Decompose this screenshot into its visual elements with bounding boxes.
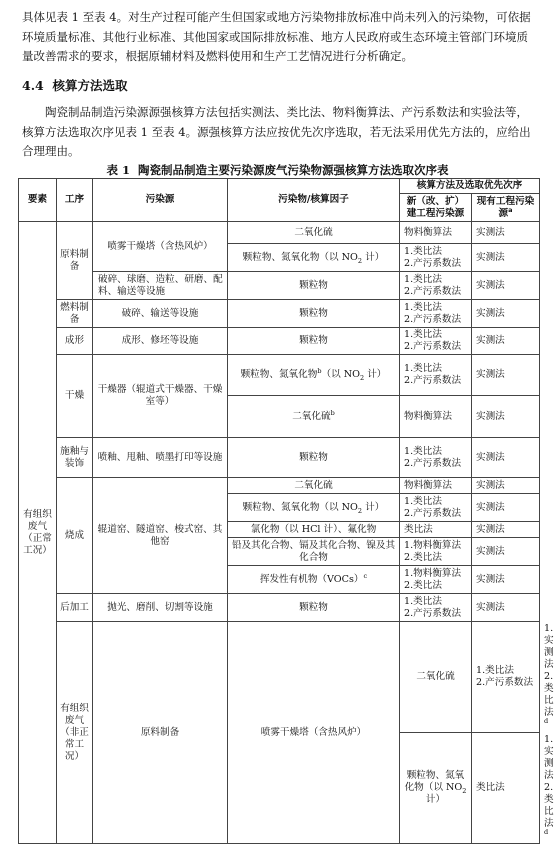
table-caption <box>0 162 555 178</box>
source-crushing: 破碎、球磨、造粒、研磨、配料、输送等设施 <box>93 272 228 300</box>
source-dryer: 干燥器（辊道式干燥器、干燥室等） <box>93 355 228 438</box>
source-spray-tower: 喷雾干燥塔（含热风炉） <box>93 222 228 272</box>
method-existing: 实测法 <box>472 244 540 272</box>
method-new: 类比法 <box>400 522 472 538</box>
method-existing: 实测法 <box>472 438 540 478</box>
method-selection-table <box>18 178 554 844</box>
pollutant-vocs: 挥发性有机物（VOCs）$^c$ <box>228 566 400 594</box>
table-row: 有组织废气（非正常工况） 原料制备 喷雾干燥塔（含热风炉） 二氧化硫 1.类比法 2.产污系数法 1.实测法 2.类比法$^d$ <box>19 622 540 733</box>
process-glazing: 施釉与装饰 <box>57 438 93 478</box>
intro-paragraph: 具体见表 1 至表 4。对生产过程可能产生但国家或地方污染物排放标准中尚未列入的污染物，可依据环境质量标准、其他行业标准、其他国家或国际排放标准、地方人民政府或生态环境主管部门环境质量改善需求的要求，根据原辅材料及燃料使用和生产工艺情况进行分析确定。 <box>22 10 531 63</box>
header-pollutant: 污染物/核算因子 <box>228 179 400 222</box>
method-new: 1.类比法 2.产污系数法 <box>400 594 472 622</box>
pollutant-pm-nox: 颗粒物、氮氧化物（以 $NO_2$ 计） <box>228 494 400 522</box>
pollutant-so2: 二氧化硫 <box>400 622 472 733</box>
table-row <box>19 272 540 300</box>
header-new-project: 新（改、扩）建工程污染源 <box>400 194 472 222</box>
section-paragraph: 陶瓷制品制造污染源源强核算方法包括实测法、类比法、物料衡算法、产污系数法和实验法等，核算方法选取次序见表 1 至表 4。源强核算方法应按优先次序选取，若无法采用优先方法的，应给出合理理由。 <box>22 105 531 158</box>
header-category: 要素 <box>19 179 57 222</box>
table-title: 陶瓷制品制造主要污染源废气污染物源强核算方法选取次序表 <box>138 163 449 177</box>
method-existing: 实测法 <box>472 272 540 300</box>
method-existing: 实测法 <box>472 538 540 566</box>
source-glazing: 喷釉、甩釉、喷墨打印等设施 <box>93 438 228 478</box>
method-existing: 实测法 <box>472 522 540 538</box>
process-post: 后加工 <box>57 594 93 622</box>
table-label: 表 1 <box>106 163 130 177</box>
table-row <box>19 478 540 494</box>
method-new: 1.物料衡算法 2.类比法 <box>400 566 472 594</box>
process-raw: 原料制备 <box>57 222 93 300</box>
section-heading <box>22 76 127 94</box>
header-existing-project <box>472 194 540 222</box>
method-existing: 实测法 <box>472 594 540 622</box>
source-forming: 成形、修坯等设施 <box>93 328 228 355</box>
pollutant-pm-nox: 颗粒物、氮氧化物（以 $NO_2$ 计） <box>400 733 472 844</box>
process-drying: 干燥 <box>57 355 93 438</box>
process-forming: 成形 <box>57 328 93 355</box>
pollutant-heavy-metals: 铅及其化合物、镉及其化合物、镍及其化合物 <box>228 538 400 566</box>
method-new: 1.类比法 2.产污系数法 <box>400 272 472 300</box>
header-process: 工序 <box>57 179 93 222</box>
source-post: 抛光、磨削、切割等设施 <box>93 594 228 622</box>
method-new: 类比法 <box>472 733 540 844</box>
section-title: 核算方法选取 <box>52 78 128 93</box>
pollutant-so2-b: 二氧化硫$^b$ <box>228 396 400 438</box>
pollutant-so2: 二氧化硫 <box>228 478 400 494</box>
table-row <box>19 328 540 355</box>
pollutant-pm: 颗粒物 <box>228 300 400 328</box>
table-row: 颗粒物、氮氧化物（以 $NO_2$ 计） 类比法 1.实测法 2.类比法$^d$ <box>19 733 540 844</box>
pollutant-pm-nox: 颗粒物、氮氧化物（以 $NO_2$ 计） <box>228 244 400 272</box>
table-row <box>19 222 540 244</box>
method-existing: 实测法 <box>472 478 540 494</box>
note-a: a <box>508 205 513 214</box>
header-source: 污染源 <box>93 179 228 222</box>
method-existing: 实测法 <box>472 355 540 396</box>
method-new: 物料衡算法 <box>400 396 472 438</box>
method-existing: 实测法 <box>472 328 540 355</box>
method-existing: 实测法 <box>472 222 540 244</box>
pollutant-so2: 二氧化硫 <box>228 222 400 244</box>
method-existing: 实测法 <box>472 494 540 522</box>
method-new: 1.类比法 2.产污系数法 <box>400 494 472 522</box>
method-new: 物料衡算法 <box>400 222 472 244</box>
method-new: 1.类比法 2.产污系数法 <box>400 328 472 355</box>
source-fuel-crushing: 破碎、输送等设施 <box>93 300 228 328</box>
source-spray-tower-abnormal: 喷雾干燥塔（含热风炉） <box>228 622 400 844</box>
method-new: 1.类比法 2.产污系数法 <box>472 622 540 733</box>
process-fuel: 燃料制备 <box>57 300 93 328</box>
pollutant-pm: 颗粒物 <box>228 328 400 355</box>
pollutant-pm: 颗粒物 <box>228 272 400 300</box>
pollutant-hcl-fluoride: 氯化物（以 HCl 计）、氟化物 <box>228 522 400 538</box>
method-existing: 实测法 <box>472 300 540 328</box>
category-abnormal: 有组织废气（非正常工况） <box>57 622 93 844</box>
method-new: 1.物料衡算法 2.类比法 <box>400 538 472 566</box>
table-row <box>19 438 540 478</box>
header-method-group: 核算方法及选取优先次序 <box>400 179 540 194</box>
pollutant-pm: 颗粒物 <box>228 438 400 478</box>
table-header-row <box>19 179 540 194</box>
header-existing-label: 现有工程污染源 <box>476 195 535 219</box>
method-existing: 实测法 <box>472 566 540 594</box>
process-firing: 烧成 <box>57 478 93 594</box>
pollutant-pm: 颗粒物 <box>228 594 400 622</box>
method-new: 物料衡算法 <box>400 478 472 494</box>
table-row <box>19 300 540 328</box>
table-row <box>19 594 540 622</box>
method-new: 1.类比法 2.产污系数法 <box>400 355 472 396</box>
method-new: 1.类比法 2.产污系数法 <box>400 438 472 478</box>
method-existing: 实测法 <box>472 396 540 438</box>
table-row <box>19 355 540 396</box>
method-new: 1.类比法 2.产污系数法 <box>400 300 472 328</box>
process-raw-abnormal: 原料制备 <box>93 622 228 844</box>
method-new: 1.类比法 2.产污系数法 <box>400 244 472 272</box>
source-kilns: 辊道窑、隧道窑、梭式窑、其他窑 <box>93 478 228 594</box>
category-normal: 有组织废气（正常工况） <box>19 222 57 844</box>
section-number: 4.4 <box>22 78 44 93</box>
pollutant-pm-nox-b: 颗粒物、氮氧化物$^b$（以 $NO_2$ 计） <box>228 355 400 396</box>
